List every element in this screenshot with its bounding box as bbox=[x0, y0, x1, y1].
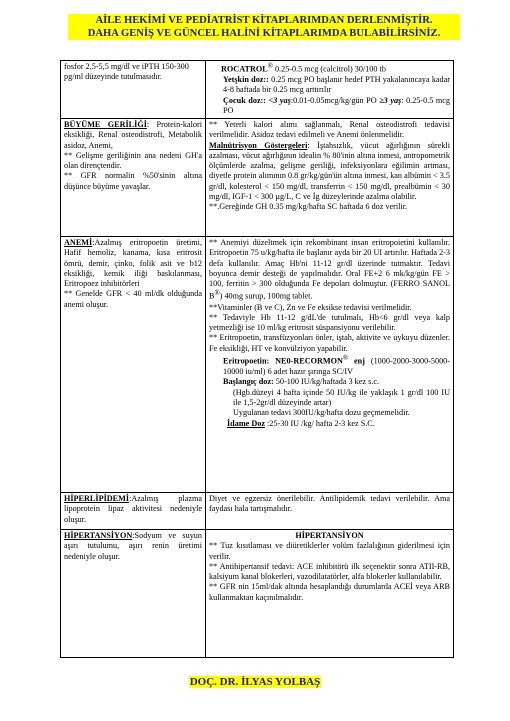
start-dose-limit: Uygulanan tedavi 300IU/kg/hafta dozu geçmemelidir. bbox=[233, 408, 410, 418]
hypertension-heading: HİPERTANSİYON bbox=[295, 531, 364, 540]
table-row bbox=[61, 61, 454, 119]
malnutrition-title: Malnütrisyon Göstergeleri bbox=[209, 140, 308, 150]
hypertension-note-3: ** GFR nin 15ml/dak altında hesaplandığı durumlarda ACEİ veya ARB kullanmaktan kaçınılmalıdır. bbox=[209, 582, 450, 602]
hyperlipidemia-treatment: Diyet ve egzersiz önerilebilir. Antilipidemik tedavi verilebilir. Ama faydası hala tartışmalıdır. bbox=[209, 494, 450, 514]
row2-left-cell bbox=[61, 119, 206, 237]
anemia-causes: :Azalmış eritropoetin üretimi, Hafif hemoliz, kanama, kısa eritrosit ömrü, demir, çinko, folik asit ve b12 eksikliği, kemik iliği baskılanması, Eritropoez inhibitörleri bbox=[64, 238, 202, 289]
row4-left-cell bbox=[61, 493, 206, 530]
row4-right-cell bbox=[206, 493, 454, 530]
row1-right-cell: ROCATROL® 0.25-0.5 mcg (calcitrol) 30/100 tb Yetşkin doz:: 0.25 mcg PO başlanır hedef PTH yakalanıncaya kadar 4-8 haftada bir 0.25 mcg arttırılır Çocuk doz:: <3 yaş:0.01-0.05mcg/kg/gün PO ≥3 yaş: 0.25-0.5 mcg PO bbox=[206, 61, 454, 119]
growth-retardation-causes: : Protein-kalori eksikliği, Renal osteodistrofi, Metabolik asidoz, Anemi, bbox=[64, 120, 202, 150]
content-table bbox=[60, 60, 454, 658]
adult-dose-label: Yetşkin doz:: bbox=[223, 75, 269, 85]
child-range-2: ≥3 yaş bbox=[379, 95, 402, 105]
hypertension-note-1: ** Tuz kısıtlaması ve diüretiklerler volüm fazlalığının giderilmesi için verilir. bbox=[209, 541, 450, 561]
anemia-title: ANEMİ bbox=[64, 238, 93, 247]
header-line-2: DAHA GENİŞ VE GÜNCEL HALİNİ KİTAPLARIMDA BULABİLİRSİNİZ. bbox=[87, 28, 441, 39]
child-dose-label: Çocuk doz:: bbox=[223, 95, 267, 105]
header-line-1: AİLE HEKİMİ VE PEDİATRİST KİTAPLARIMDAN DERLENMİŞTİR. bbox=[95, 15, 433, 26]
rocatrol-dose: 0.25-0.5 mcg (calcitrol) 30/100 tb bbox=[274, 64, 386, 74]
row3-left-cell bbox=[61, 237, 206, 493]
header-banner bbox=[68, 14, 460, 40]
hypertension-text: :Sodyum ve suyun aşırı tutulumu, aşırı renin üretimi nedeniyle oluşur. bbox=[64, 531, 202, 561]
growth-note-2: ** GFR normalin %50'sinin altına düşünce büyüme yavaşlar. bbox=[64, 171, 202, 191]
table-row bbox=[61, 493, 454, 530]
row1-left-cell bbox=[61, 61, 206, 119]
child-range-1: <3 yaş bbox=[268, 95, 291, 105]
start-dose-text: 50-100 IU/kg/haftada 3 kez s.c. bbox=[275, 377, 380, 387]
child-dose-text-1: :0.01-0.05mcg/kg/gün PO bbox=[290, 95, 377, 105]
start-dose-sub: (Hgb.düzeyi 4 hafta içinde 50 IU/kg ile yaklaşık 1 gr/dl 100 IU ile 1,5-2gr/dl düzeyinde artar) bbox=[233, 387, 450, 407]
author-footer bbox=[0, 676, 510, 688]
hyperlipidemia-text: :Azalmış plazma lipoprotein lipaz aktivitesi nedeniyle oluşur. bbox=[64, 494, 202, 524]
row5-right-cell bbox=[206, 530, 454, 658]
anemia-epo-effects: ** Eritropoetin, transfüzyonları önler, iştah, aktivite ve uykuyu düzenler. Fe eksikliği, HT ve konvülziyon yapabilir. bbox=[209, 333, 450, 353]
anemia-vitamins: **Vitaminler (B ve C), Zn ve Fe eksikse tedavisi verilmelidir. bbox=[209, 302, 412, 312]
anemia-hb-target: ** Tedaviyle Hb 11-12 g/dL'de tutulmalı, Hb<6 gr/dl veya kalp yetmezliği ise 10 ml/kg eritrosit süspansiyonu verilebilir. bbox=[209, 312, 450, 333]
row2-right-cell bbox=[206, 119, 454, 237]
table-row bbox=[61, 119, 454, 237]
table-row bbox=[61, 237, 454, 493]
growth-treatment: ** Yeterli kalori alımı sağlanmalı, Renal osteodistrofi tedavisi verilmelidir. Asidoz tedavi edilmeli ve Anemi önlenmelidir. bbox=[209, 120, 450, 140]
hypertension-note-2: ** Antihipertansif tedavi: ACE inhibitörü ilk seçenektir sonra ATII-RB, kalsiyum kanal blokerleri, vazodilatatörler, alfa blokerler kullanılabilir. bbox=[209, 561, 450, 582]
row1-left-text: fosfor 2,5-5,5 mg/dl ve iPTH 150-300 pg/ml düzeyinde tutulmasıdır. bbox=[64, 62, 189, 82]
child-dose-text-2: : 0.25-0.5 mcg PO bbox=[223, 95, 451, 115]
ferro-sanol-forms: 40mg surup, 100mg tablet. bbox=[224, 292, 313, 302]
anemia-note-1: ** Genelde GFR < 40 ml/dk olduğunda anemi oluşur. bbox=[64, 289, 202, 309]
author-name: DOÇ. DR. İLYAS YOLBAŞ bbox=[189, 676, 321, 688]
adult-dose-text: 0.25 mcg PO başlanır hedef PTH yakalanıncaya kadar 4-8 haftada bir 0.25 mcg arttırılır bbox=[223, 75, 451, 95]
gh-dose-note: **.Gereğinde GH 0.35 mg/kg/hafta SC haftada 6 doz verilir. bbox=[209, 202, 408, 212]
row5-left-cell bbox=[61, 530, 206, 658]
growth-retardation-title: BÜYÜME GERİLİĞİ bbox=[64, 120, 147, 129]
epo-drug-text: (1000-2000-3000-5000-10000 iu/ml) 6 adet hazır şırınga SC/IV bbox=[223, 356, 450, 377]
anemia-treatment: ** Anemiyi düzeltmek için rekombinant insan eritropoietini kullanılır. Eritropoetin 75 u/kg/hafta ile başlanır ayda bir 20 UI artırılır. Haftada 2-3 defa kullanılır. Amaç Hb'ni 11-12 gr/dl üzerinde tutmaktır. Tedavi boyunca demir desteği de yapılmalıdır. Oral FE+2 6 mk/kg/gün FE > 100, ferritin > 300 olduğunda Fe depoları dolmuştur. (FERRO SANOL B bbox=[209, 238, 450, 302]
malnutrition-text: : İştahsızlık, vücut ağırlığının sürekli azalması, vücut ağırlığının idealin % 80'inin altına inmesi, antropometrik ölçümlerde azalma, gelişme geriliği, infeksiyonlara eğilimin artması, diyetle protein alımının 0.8 gr/kg/gün'ün altına inmesi, kan albümin < 3.5 gr/dl, kolesterol < 150 mg/dl, transferrin < 150 mg/dl, prealbümin < 30 mg/dl, IGF-1 < 300 µg/L, C ve İg düzeylerinde azalma olabilir. bbox=[209, 140, 450, 202]
table-row bbox=[61, 530, 454, 658]
hyperlipidemia-title: HİPERLİPİDEMİ bbox=[64, 494, 130, 503]
epo-drug-form: enj bbox=[354, 356, 365, 366]
hypertension-title: HİPERTANSİYON bbox=[64, 531, 133, 540]
maintenance-dose-label: İdame Doz bbox=[227, 418, 265, 428]
growth-note-1: ** Gelişme geriliğinin ana nedeni GH'a olan dirençtendir. bbox=[64, 150, 202, 171]
epo-drug-label: Eritropoetin: NE0-RECORMON bbox=[223, 356, 343, 366]
start-dose-label: Başlangıç doz: bbox=[223, 377, 274, 387]
rocatrol-drug-name: ROCATROL bbox=[221, 64, 268, 74]
maintenance-dose-text: :25-30 IU /kg/ hafta 2-3 kez S.C. bbox=[267, 418, 375, 428]
row3-right-cell: ** Anemiyi düzeltmek için rekombinant insan eritropoietini kullanılır. Eritropoetin 75 u/kg/hafta ile başlanır ayda bir 20 UI artırılır. Haftada 2-3 defa kullanılır. Amaç Hb'ni 11-12 gr/dl üzerinde tutmaktır. Tedavi boyunca demir desteği de yapılmalıdır. Oral FE+2 6 mk/kg/gün FE > 100, ferritin > 300 olduğunda Fe depoları dolmuştur. (FERRO SANOL B®) 40mg surup, 100mg tablet. **Vitaminler (B ve C), Zn ve Fe eksikse tedavisi verilmelidir. ** Tedaviyle Hb 11-12 g/dL'de tutulmalı, Hb<6 gr/dl veya kalp yetmezliği ise 10 ml/kg eritrosit süspansiyonu verilebilir. ** Eritropoetin, transfüzyonları önler, iştah, aktivite ve uykuyu düzenler. Fe eksikliği, HT ve konvülziyon yapabilir. Eritropoetin: NE0-RECORMON® enj (1000-2000-3000-5000-10000 iu/ml) 6 adet hazır şırınga SC/IV Başlangıç doz: 50-100 IU/kg/haftada 3 kez s.c. (Hgb.düzeyi 4 hafta içinde 50 IU/kg ile yaklaşık 1 gr/dl 100 IU ile 1,5-2gr/dl düzeyinde artar) Uygulanan tedavi 300IU/kg/hafta dozu geçmemelidir. İdame Doz :25-30 IU /kg/ hafta 2-3 kez S.C. bbox=[206, 237, 454, 493]
